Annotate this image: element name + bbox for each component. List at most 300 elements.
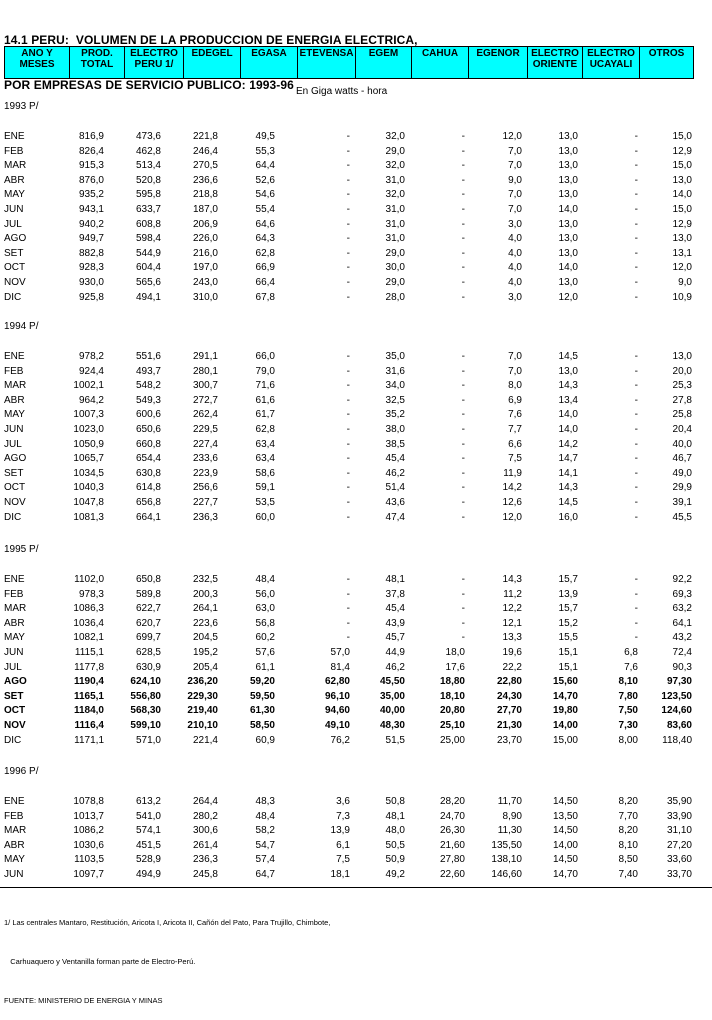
- value-cell: 928,3: [78, 262, 104, 274]
- month-cell: FEB: [4, 145, 24, 157]
- value-cell: 11,30: [497, 825, 522, 837]
- value-cell: 816,9: [78, 131, 104, 142]
- value-cell: 280,2: [192, 810, 218, 822]
- value-cell: -: [634, 603, 638, 615]
- value-cell: 14,7: [558, 453, 578, 465]
- value-cell: 219,40: [187, 705, 218, 717]
- value-cell: 64,1: [672, 617, 692, 629]
- value-cell: 556,80: [130, 690, 161, 702]
- value-cell: 978,3: [78, 588, 104, 600]
- value-cell: -: [346, 394, 350, 406]
- value-cell: 49,0: [672, 467, 692, 479]
- value-cell: 876,0: [78, 174, 104, 186]
- value-cell: 29,0: [385, 145, 405, 157]
- value-cell: 15,2: [558, 617, 578, 629]
- unit-label: En Giga watts - hora: [296, 86, 388, 97]
- value-cell: 14,2: [502, 482, 522, 494]
- value-cell: 699,7: [135, 632, 161, 644]
- value-cell: 56,0: [255, 588, 275, 600]
- value-cell: 13,50: [552, 810, 578, 822]
- value-cell: 92,2: [672, 574, 692, 585]
- value-cell: 226,0: [192, 233, 218, 245]
- value-cell: 7,7: [508, 424, 522, 435]
- value-cell: 1177,8: [74, 661, 104, 673]
- value-cell: 595,8: [135, 189, 161, 201]
- value-cell: -: [346, 574, 350, 585]
- value-cell: 43,6: [385, 497, 405, 508]
- value-cell: 29,9: [672, 482, 692, 494]
- value-cell: 24,70: [439, 810, 465, 822]
- value-cell: -: [346, 632, 350, 644]
- table-row: [0, 365, 712, 379]
- value-cell: 513,4: [135, 160, 161, 172]
- value-cell: 123,50: [661, 690, 692, 702]
- value-cell: 650,6: [135, 424, 161, 435]
- value-cell: 541,0: [135, 810, 161, 822]
- value-cell: 61,30: [249, 705, 275, 717]
- value-cell: 45,4: [385, 453, 405, 465]
- value-cell: -: [346, 380, 350, 392]
- value-cell: 1116,4: [74, 720, 104, 731]
- value-cell: -: [346, 204, 350, 215]
- header-electro-oriente: ELECTRO ORIENTE: [528, 47, 583, 79]
- value-cell: -: [346, 603, 350, 615]
- table-row: [0, 496, 712, 510]
- value-cell: 8,10: [618, 676, 638, 688]
- value-cell: 223,6: [192, 617, 218, 629]
- value-cell: 31,0: [385, 174, 405, 186]
- value-cell: -: [346, 262, 350, 274]
- table-row: [0, 145, 712, 159]
- value-cell: 22,80: [496, 676, 522, 688]
- value-cell: 978,2: [78, 351, 104, 362]
- value-cell: -: [346, 291, 350, 303]
- value-cell: 14,00: [552, 720, 578, 731]
- value-cell: 227,4: [192, 438, 218, 450]
- value-cell: 15,0: [672, 160, 692, 172]
- value-cell: -: [634, 204, 638, 215]
- month-cell: DIC: [4, 734, 22, 746]
- value-cell: 14,3: [502, 574, 522, 585]
- value-cell: 35,2: [385, 409, 405, 421]
- table-row: [0, 839, 712, 853]
- value-cell: -: [461, 409, 465, 421]
- value-cell: 571,0: [135, 734, 161, 746]
- value-cell: 608,8: [135, 218, 161, 230]
- month-cell: NOV: [4, 720, 26, 731]
- value-cell: 622,7: [135, 603, 161, 615]
- table-row: [0, 423, 712, 437]
- value-cell: 551,6: [135, 351, 161, 362]
- month-cell: FEB: [4, 588, 24, 600]
- header-otros: OTROS: [640, 47, 694, 79]
- value-cell: 614,8: [135, 482, 161, 494]
- value-cell: -: [461, 247, 465, 259]
- value-cell: 63,0: [255, 603, 275, 615]
- value-cell: 14,0: [558, 204, 578, 215]
- value-cell: 67,8: [255, 291, 275, 303]
- value-cell: 66,4: [255, 277, 275, 288]
- value-cell: -: [461, 351, 465, 362]
- value-cell: -: [346, 277, 350, 288]
- value-cell: 7,0: [508, 351, 522, 362]
- value-cell: 45,50: [379, 676, 405, 688]
- value-cell: 27,8: [672, 394, 692, 406]
- value-cell: 66,0: [255, 351, 275, 362]
- value-cell: 1081,3: [73, 511, 104, 523]
- value-cell: 494,9: [135, 869, 161, 880]
- value-cell: 46,2: [385, 661, 405, 673]
- value-cell: 245,8: [192, 869, 218, 880]
- value-cell: 96,10: [324, 690, 350, 702]
- value-cell: 223,9: [192, 467, 218, 479]
- value-cell: -: [461, 617, 465, 629]
- value-cell: 48,3: [255, 796, 275, 807]
- table-row: [0, 350, 712, 364]
- value-cell: 33,70: [666, 869, 692, 880]
- footnote-2: Carhuaquero y Ventanilla forman parte de Electro-Perú.: [4, 957, 196, 966]
- value-cell: 58,2: [255, 825, 275, 837]
- value-cell: 49,5: [255, 131, 275, 142]
- value-cell: 630,8: [135, 467, 161, 479]
- value-cell: 35,00: [379, 690, 405, 702]
- header-cahua: CAHUA: [412, 47, 469, 79]
- value-cell: 58,50: [249, 720, 275, 731]
- value-cell: 61,7: [255, 409, 275, 421]
- value-cell: 7,70: [618, 810, 638, 822]
- value-cell: -: [346, 482, 350, 494]
- value-cell: 7,5: [336, 854, 350, 866]
- table-row: [0, 734, 712, 748]
- value-cell: 27,20: [666, 839, 692, 851]
- value-cell: 12,0: [502, 131, 522, 142]
- value-cell: -: [346, 174, 350, 186]
- month-cell: ENE: [4, 574, 25, 585]
- value-cell: 12,1: [502, 617, 522, 629]
- value-cell: 7,50: [618, 705, 638, 717]
- value-cell: 13,0: [558, 365, 578, 377]
- value-cell: 216,0: [192, 247, 218, 259]
- value-cell: -: [461, 291, 465, 303]
- month-cell: JUL: [4, 218, 22, 230]
- table-row: [0, 218, 712, 232]
- table-row: [0, 588, 712, 602]
- value-cell: -: [634, 291, 638, 303]
- value-cell: 38,5: [385, 438, 405, 450]
- value-cell: 256,6: [192, 482, 218, 494]
- value-cell: 1097,7: [73, 869, 104, 880]
- value-cell: 33,90: [666, 810, 692, 822]
- value-cell: 935,2: [78, 189, 104, 201]
- value-cell: 236,3: [192, 511, 218, 523]
- value-cell: 14,1: [558, 467, 578, 479]
- value-cell: 50,9: [385, 854, 405, 866]
- value-cell: 35,0: [385, 351, 405, 362]
- value-cell: -: [346, 351, 350, 362]
- value-cell: 599,10: [130, 720, 161, 731]
- value-cell: -: [461, 482, 465, 494]
- month-cell: AGO: [4, 453, 27, 465]
- value-cell: 930,0: [78, 277, 104, 288]
- value-cell: 310,0: [192, 291, 218, 303]
- value-cell: 548,2: [135, 380, 161, 392]
- value-cell: -: [461, 277, 465, 288]
- value-cell: 47,4: [385, 511, 405, 523]
- value-cell: 61,1: [255, 661, 275, 673]
- value-cell: -: [461, 204, 465, 215]
- value-cell: 48,30: [379, 720, 405, 731]
- value-cell: 4,0: [508, 277, 522, 288]
- value-cell: 54,7: [255, 839, 275, 851]
- month-cell: ABR: [4, 174, 25, 186]
- value-cell: 187,0: [192, 204, 218, 215]
- table-row: [0, 675, 712, 689]
- value-cell: 1050,9: [73, 438, 104, 450]
- value-cell: -: [461, 497, 465, 508]
- footnote-1: 1/ Las centrales Mantaro, Restitución, Aricota I, Aricota II, Cañón del Pato, Para Trujillo, Chimbote,: [4, 918, 331, 927]
- month-cell: ENE: [4, 796, 25, 807]
- value-cell: 300,6: [192, 825, 218, 837]
- header-electroperu: ELECTRO PERU 1/: [125, 47, 184, 79]
- value-cell: 34,0: [385, 380, 405, 392]
- value-cell: 37,8: [385, 588, 405, 600]
- value-cell: 9,0: [678, 277, 692, 288]
- value-cell: 59,1: [255, 482, 275, 494]
- value-cell: 221,4: [192, 734, 218, 746]
- value-cell: 940,2: [78, 218, 104, 230]
- value-cell: 54,6: [255, 189, 275, 201]
- value-cell: 1023,0: [73, 424, 104, 435]
- value-cell: 31,0: [385, 204, 405, 215]
- value-cell: 19,80: [552, 705, 578, 717]
- value-cell: -: [634, 438, 638, 450]
- value-cell: 38,0: [385, 424, 405, 435]
- value-cell: -: [461, 453, 465, 465]
- value-cell: 6,8: [624, 647, 638, 658]
- value-cell: 13,0: [558, 131, 578, 142]
- value-cell: 243,0: [192, 277, 218, 288]
- table-row: [0, 511, 712, 525]
- value-cell: 4,0: [508, 262, 522, 274]
- value-cell: -: [634, 218, 638, 230]
- value-cell: 8,20: [618, 825, 638, 837]
- table-row: [0, 467, 712, 481]
- value-cell: 7,6: [624, 661, 638, 673]
- value-cell: 69,3: [672, 588, 692, 600]
- value-cell: 15,0: [672, 204, 692, 215]
- value-cell: 246,4: [192, 145, 218, 157]
- value-cell: 1078,8: [73, 796, 104, 807]
- value-cell: 18,1: [330, 869, 350, 880]
- value-cell: -: [634, 424, 638, 435]
- value-cell: 280,1: [192, 365, 218, 377]
- header-etevensa: ETEVENSA: [298, 47, 356, 79]
- table-row: [0, 481, 712, 495]
- value-cell: 18,10: [439, 690, 465, 702]
- value-cell: 197,0: [192, 262, 218, 274]
- value-cell: 13,0: [558, 247, 578, 259]
- value-cell: 8,20: [618, 796, 638, 807]
- value-cell: 21,60: [439, 839, 465, 851]
- value-cell: 49,10: [324, 720, 350, 731]
- value-cell: 9,0: [508, 174, 522, 186]
- value-cell: 27,80: [439, 854, 465, 866]
- value-cell: 624,10: [130, 676, 161, 688]
- value-cell: 7,40: [618, 869, 638, 880]
- value-cell: 29,0: [385, 247, 405, 259]
- value-cell: 76,2: [330, 734, 350, 746]
- value-cell: 882,8: [78, 247, 104, 259]
- header-edegel: EDEGEL: [184, 47, 241, 79]
- value-cell: 7,6: [508, 409, 522, 421]
- month-cell: MAY: [4, 409, 25, 421]
- value-cell: 13,0: [558, 218, 578, 230]
- value-cell: 3,0: [508, 218, 522, 230]
- value-cell: -: [634, 511, 638, 523]
- value-cell: 195,2: [192, 647, 218, 658]
- value-cell: -: [634, 160, 638, 172]
- value-cell: 16,0: [558, 511, 578, 523]
- month-cell: ENE: [4, 351, 25, 362]
- value-cell: 27,70: [496, 705, 522, 717]
- value-cell: 13,9: [330, 825, 350, 837]
- value-cell: 13,0: [672, 233, 692, 245]
- value-cell: 20,80: [439, 705, 465, 717]
- value-cell: 30,0: [385, 262, 405, 274]
- value-cell: -: [346, 131, 350, 142]
- value-cell: 232,5: [192, 574, 218, 585]
- value-cell: 81,4: [330, 661, 350, 673]
- table-row: [0, 394, 712, 408]
- value-cell: 14,3: [558, 482, 578, 494]
- header-egasa: EGASA: [241, 47, 298, 79]
- value-cell: 25,8: [672, 409, 692, 421]
- value-cell: 32,5: [385, 394, 405, 406]
- value-cell: 14,3: [558, 380, 578, 392]
- value-cell: 50,8: [385, 796, 405, 807]
- value-cell: 227,7: [192, 497, 218, 508]
- value-cell: -: [634, 617, 638, 629]
- value-cell: 64,7: [255, 869, 275, 880]
- value-cell: 48,0: [385, 825, 405, 837]
- value-cell: 6,6: [508, 438, 522, 450]
- value-cell: -: [346, 409, 350, 421]
- value-cell: 1034,5: [73, 467, 104, 479]
- value-cell: 26,30: [439, 825, 465, 837]
- value-cell: -: [346, 497, 350, 508]
- value-cell: 4,0: [508, 247, 522, 259]
- value-cell: 40,00: [379, 705, 405, 717]
- title-line-2: POR EMPRESAS DE SERVICIO PUBLICO: 1993-96: [4, 78, 294, 92]
- value-cell: 39,1: [672, 497, 692, 508]
- title-line-1: 14.1 PERU: VOLUMEN DE LA PRODUCCION DE ENERGIA ELECTRICA,: [4, 33, 418, 47]
- value-cell: 15,7: [558, 603, 578, 615]
- month-cell: SET: [4, 690, 24, 702]
- value-cell: -: [461, 174, 465, 186]
- value-cell: 613,2: [135, 796, 161, 807]
- table-row: [0, 704, 712, 718]
- value-cell: 20,0: [672, 365, 692, 377]
- value-cell: 656,8: [135, 497, 161, 508]
- table-row: [0, 868, 712, 882]
- value-cell: 32,0: [385, 189, 405, 201]
- value-cell: 13,0: [558, 277, 578, 288]
- value-cell: -: [634, 131, 638, 142]
- table-row: [0, 159, 712, 173]
- value-cell: -: [634, 409, 638, 421]
- month-cell: MAR: [4, 825, 27, 837]
- table-row: [0, 824, 712, 838]
- value-cell: 62,80: [324, 676, 350, 688]
- value-cell: 25,3: [672, 380, 692, 392]
- value-cell: 22,2: [502, 661, 522, 673]
- value-cell: 72,4: [672, 647, 692, 658]
- value-cell: -: [461, 632, 465, 644]
- value-cell: 32,0: [385, 160, 405, 172]
- value-cell: 146,60: [491, 869, 522, 880]
- value-cell: 1102,0: [74, 574, 104, 585]
- value-cell: 12,0: [672, 262, 692, 274]
- value-cell: 94,60: [324, 705, 350, 717]
- value-cell: 97,30: [666, 676, 692, 688]
- table-row: [0, 602, 712, 616]
- value-cell: 826,4: [78, 145, 104, 157]
- month-cell: SET: [4, 247, 24, 259]
- value-cell: 66,9: [255, 262, 275, 274]
- value-cell: -: [346, 617, 350, 629]
- value-cell: -: [461, 588, 465, 600]
- value-cell: 14,70: [552, 690, 578, 702]
- value-cell: 1184,0: [73, 705, 104, 717]
- value-cell: -: [461, 218, 465, 230]
- month-cell: JUN: [4, 869, 24, 880]
- value-cell: -: [346, 218, 350, 230]
- value-cell: 7,0: [508, 145, 522, 157]
- value-cell: -: [346, 145, 350, 157]
- value-cell: 14,50: [552, 796, 578, 807]
- month-cell: ABR: [4, 617, 25, 629]
- value-cell: 53,5: [255, 497, 275, 508]
- value-cell: 3,6: [336, 796, 350, 807]
- value-cell: 264,1: [192, 603, 218, 615]
- value-cell: 1036,4: [73, 617, 104, 629]
- value-cell: 565,6: [135, 277, 161, 288]
- value-cell: 7,30: [618, 720, 638, 731]
- value-cell: -: [634, 453, 638, 465]
- value-cell: 4,0: [508, 233, 522, 245]
- value-cell: -: [634, 262, 638, 274]
- value-cell: 218,8: [192, 189, 218, 201]
- value-cell: -: [634, 394, 638, 406]
- value-cell: 264,4: [192, 796, 218, 807]
- value-cell: 60,0: [255, 511, 275, 523]
- value-cell: 11,2: [503, 588, 522, 600]
- value-cell: 13,0: [672, 174, 692, 186]
- value-cell: 1007,3: [73, 409, 104, 421]
- value-cell: 63,4: [255, 453, 275, 465]
- value-cell: 13,4: [558, 394, 578, 406]
- value-cell: 221,8: [192, 131, 218, 142]
- value-cell: -: [461, 233, 465, 245]
- header-ano-meses: ANO Y MESES: [5, 47, 70, 79]
- value-cell: 943,1: [78, 204, 104, 215]
- value-cell: 64,3: [255, 233, 275, 245]
- value-cell: 13,0: [558, 189, 578, 201]
- value-cell: 272,7: [192, 394, 218, 406]
- value-cell: 7,0: [508, 189, 522, 201]
- value-cell: 650,8: [135, 574, 161, 585]
- value-cell: 7,0: [508, 160, 522, 172]
